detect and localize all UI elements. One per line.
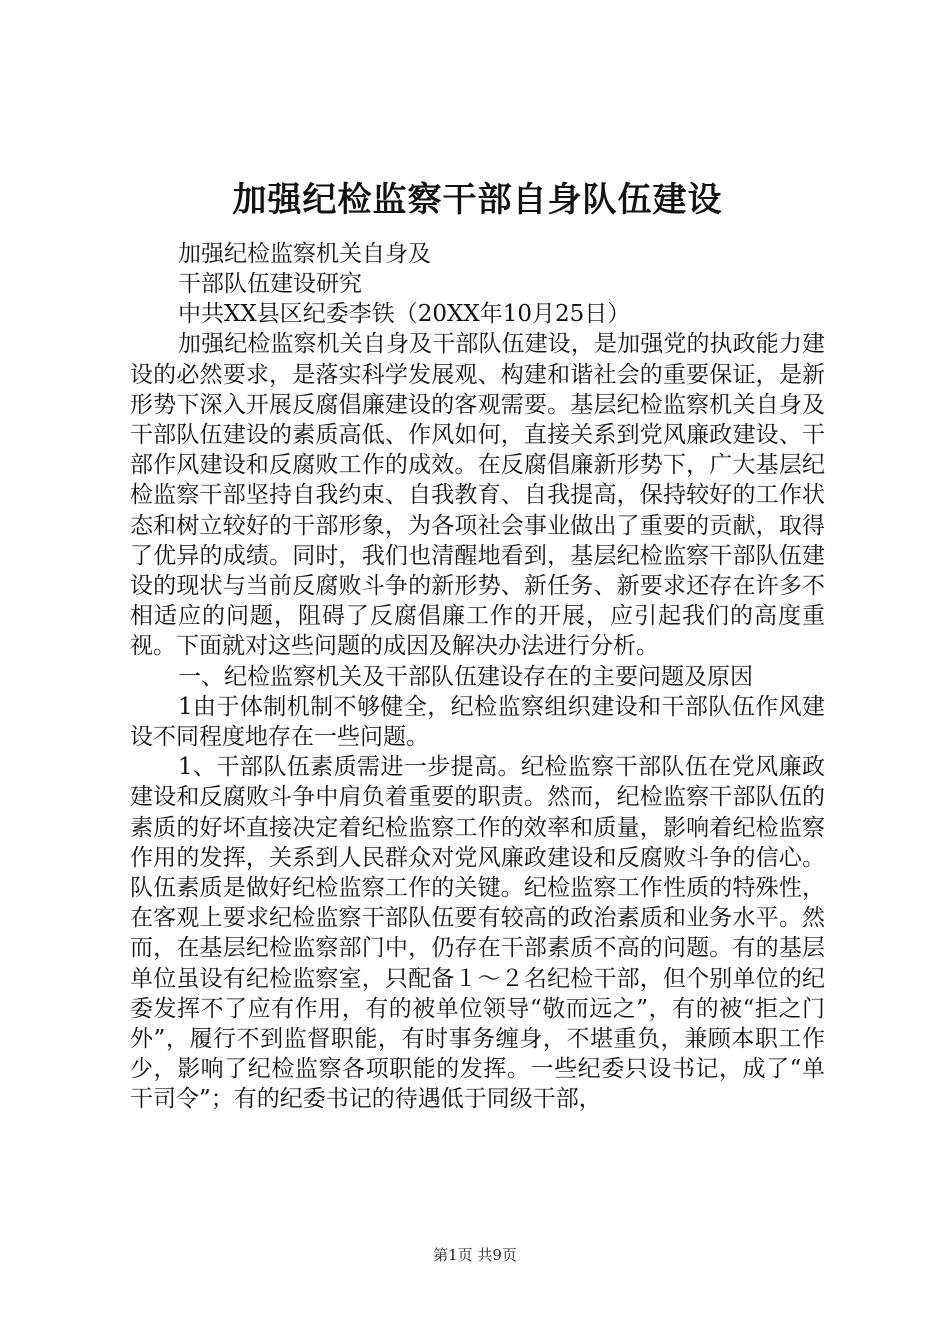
body-paragraph-1: 加强纪检监察机关自身及干部队伍建设，是加强党的执政能力建设的必然要求，是落实科学发展观、构建和谐社会的重要保证，是新形势下深入开展反腐倡廉建设的客观需要。基层纪检监察机关自身及干部队伍建设的素质高低、作风如何，直接关系到党风廉政建设、干部作风建设和反腐败工作的成效。在反腐倡廉新形势下，广大基层纪检监察干部坚持自我约束、自我教育、自我提高，保持较好的工作状态和树立较好的干部形象，为各项社会事业做出了重要的贡献，取得了优异的成绩。同时，我们也清醒地看到，基层纪检监察干部队伍建设的现状与当前反腐败斗争的新形势、新任务、新要求还存在许多不相适应的问题，阻碍了反腐倡廉工作的开展，应引起我们的高度重视。下面就对这些问题的成因及解决办法进行分析。 <box>130 331 825 660</box>
subtitle-line-2: 干部队伍建设研究 <box>178 271 362 297</box>
document-title: 加强纪检监察干部自身队伍建设 <box>232 180 723 220</box>
page-footer <box>0 1244 950 1265</box>
body-paragraph-2: 1由于体制机制不够健全，纪检监察组织建设和干部队伍作风建设不同程度地存在一些问题。 <box>130 693 825 751</box>
body-paragraph-3: 1、干部队伍素质需进一步提高。纪检监察干部队伍在党风廉政建设和反腐败斗争中肩负着重要的职责。然而，纪检监察干部队伍的素质的好坏直接决定着纪检监察工作的效率和质量，影响着纪检监察作用的发挥，关系到人民群众对党风廉政建设和反腐败斗争的信心。队伍素质是做好纪检监察工作的关键。纪检监察工作性质的特殊性，在客观上要求纪检监察干部队伍要有较高的政治素质和业务水平。然而，在基层纪检监察部门中，仍存在干部素质不高的问题。有的基层单位虽设有纪检监察室，只配备１～２名纪检干部，但个别单位的纪委发挥不了应有作用，有的被单位领导“敬而远之”，有的被“拒之门外”，履行不到监督职能，有时事务缠身，不堪重负，兼顾本职工作少，影响了纪检监察各项职能的发挥。一些纪委只设书记，成了“单干司令”；有的纪委书记的待遇低于同级干部， <box>130 754 825 1113</box>
subtitle-line-1: 加强纪检监察机关自身及 <box>178 240 431 267</box>
document-page <box>130 180 825 1115</box>
byline: 中共XX县区纪委李铁（20XX年10月25日） <box>178 301 631 328</box>
section-heading-1: 一、纪检监察机关及干部队伍建设存在的主要问题及原因 <box>178 663 753 690</box>
page-indicator: 第1页 共9页 <box>433 1246 517 1264</box>
